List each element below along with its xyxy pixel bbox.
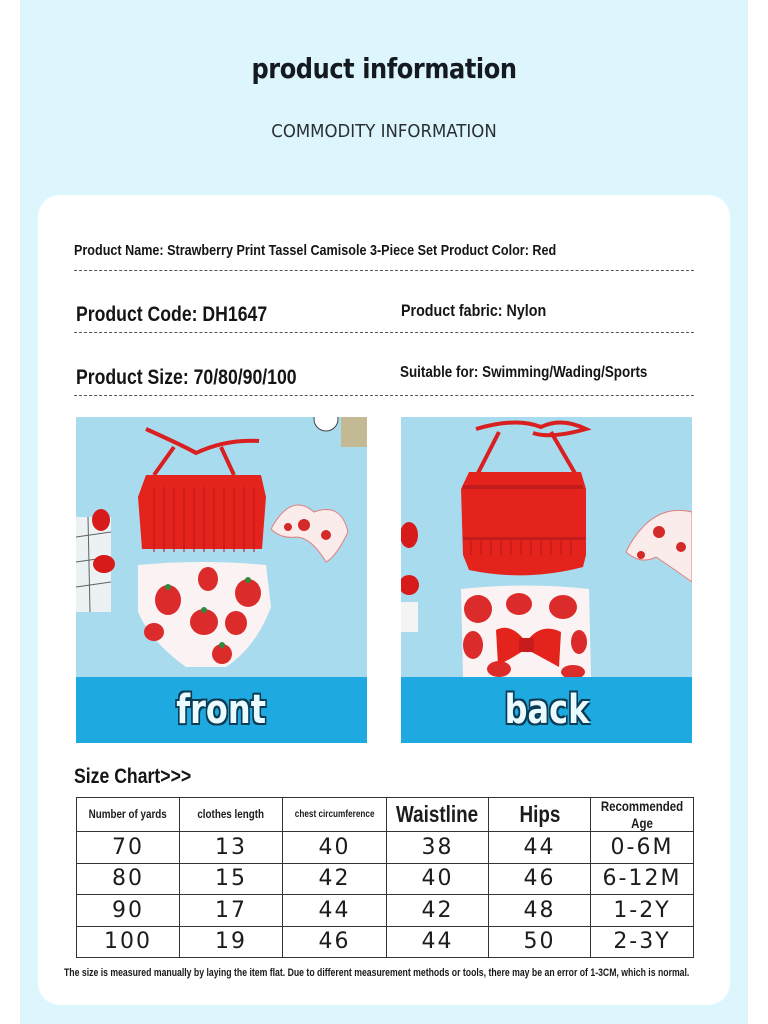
table-row	[77, 895, 694, 927]
cell-hips: 46	[489, 863, 591, 895]
header-number-of-yards: Number of yards	[77, 798, 180, 832]
product-size-text: Product Size: 70/80/90/100	[76, 366, 297, 389]
cell-age: 1-2Y	[591, 895, 694, 927]
caption-bar-back	[401, 677, 692, 743]
header-recommended-age: Recommended Age	[591, 798, 694, 832]
cell-length: 17	[180, 895, 283, 927]
cell-age: 2-3Y	[591, 926, 694, 958]
cell-chest: 44	[283, 895, 387, 927]
cell-age: 6-12M	[591, 863, 694, 895]
cell-chest: 42	[283, 863, 387, 895]
cell-waist: 44	[387, 926, 489, 958]
cell-yards: 80	[77, 863, 180, 895]
cell-yards: 70	[77, 832, 180, 864]
suitable-for-text: Suitable for: Swimming/Wading/Sports	[400, 364, 648, 381]
size-chart-title: Size Chart>>>	[74, 765, 192, 788]
cell-yards: 100	[77, 926, 180, 958]
page-subtitle: COMMODITY INFORMATION	[271, 121, 497, 142]
table-header-row	[77, 798, 694, 832]
cell-age: 0-6M	[591, 832, 694, 864]
product-photo-back	[401, 417, 692, 743]
cell-hips: 44	[489, 832, 591, 864]
product-fabric-text: Product fabric: Nylon	[401, 301, 547, 320]
page-title: product information	[251, 52, 517, 85]
info-row-name	[74, 235, 694, 271]
cell-waist: 40	[387, 863, 489, 895]
product-code-text: Product Code: DH1647	[76, 303, 268, 326]
size-chart-table	[76, 797, 694, 958]
table-row	[77, 863, 694, 895]
cell-length: 19	[180, 926, 283, 958]
photo-caption-front: front	[176, 687, 267, 733]
cell-hips: 50	[489, 926, 591, 958]
swimsuit-back-illustration	[401, 417, 692, 677]
cell-waist: 38	[387, 832, 489, 864]
cell-hips: 48	[489, 895, 591, 927]
cell-chest: 46	[283, 926, 387, 958]
cell-waist: 42	[387, 895, 489, 927]
photo-caption-back: back	[504, 687, 589, 733]
header-chest-circumference: chest circumference	[283, 798, 387, 832]
product-name-text: Product Name: Strawberry Print Tassel Camisole 3-Piece Set Product Color: Red	[74, 242, 557, 259]
cell-chest: 40	[283, 832, 387, 864]
swimsuit-front-illustration	[76, 417, 367, 677]
caption-bar-front	[76, 677, 367, 743]
cell-yards: 90	[77, 895, 180, 927]
cell-length: 15	[180, 863, 283, 895]
header-hips: Hips	[489, 798, 591, 832]
info-row-size	[74, 360, 694, 396]
table-row	[77, 926, 694, 958]
table-row	[77, 832, 694, 864]
product-photo-front	[76, 417, 367, 743]
info-row-code	[74, 297, 694, 333]
product-info-card	[38, 195, 730, 1005]
cell-length: 13	[180, 832, 283, 864]
header-clothes-length: clothes length	[180, 798, 283, 832]
header-waistline: Waistline	[387, 798, 489, 832]
measurement-note: The size is measured manually by laying the item flat. Due to different measurement methods or tools, there may be an error of 1-3CM, which is normal.	[64, 967, 690, 979]
